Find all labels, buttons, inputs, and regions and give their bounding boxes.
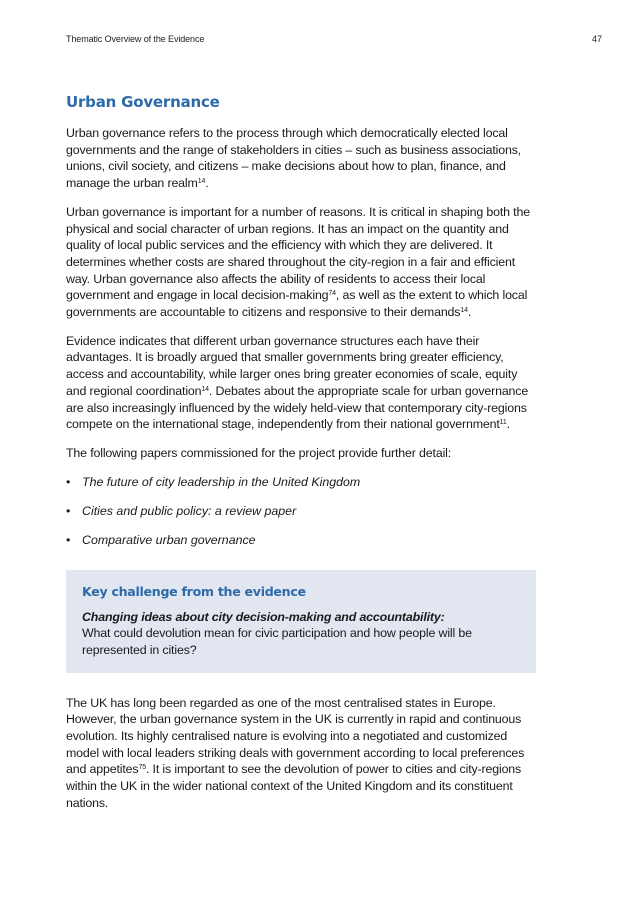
- paragraph-evidence: [66, 333, 536, 433]
- reference-marker: 14: [460, 307, 468, 315]
- list-item: [66, 474, 536, 490]
- reference-marker: 74: [328, 290, 336, 298]
- paragraph-text: . Debates about the appropriate scale for urban governance are also increasingly influenced by the widely held-view that contemporary city-regions compete on the international stage, independently from their national government: [66, 383, 529, 432]
- reference-marker: 11: [499, 419, 507, 427]
- paragraph-importance: [66, 204, 536, 321]
- paragraph-papers-intro: The following papers commissioned for the project provide further detail:: [66, 445, 452, 460]
- callout-title: Key challenge from the evidence: [82, 583, 306, 599]
- section-title: Urban Governance: [66, 93, 220, 111]
- reference-marker: 14: [197, 178, 206, 186]
- bullet-icon: •: [66, 503, 71, 518]
- list-item: [66, 503, 536, 519]
- paragraph-text: Urban governance refers to the process through which democratically elected local governments and the range of stakeholders in cities – such as business associations, unions, civil society, and citizens – make decisions about how to plan, finance, and manage the urban realm: [66, 126, 522, 191]
- paragraph-text: Evidence indicates that different urban governance structures each have their advantages. It is broadly argued that smaller governments bring greater efficiency, access and accountability, while larger ones bring greater economies of scale, equity and regional coordination: [66, 333, 518, 398]
- main-content: [66, 93, 536, 823]
- paragraph-text: , as well as the extent to which local governments are accountable to citizens and responsive to their demands: [66, 288, 528, 320]
- paragraph-text: The UK has long been regarded as one of the most centralised states in Europe. However, the urban governance system in the UK is currently in rapid and continuous evolution. Its highly centralised nature is evolving into a negotiated and customized model with local leaders striking deals with government according to local preferences and appetites: [66, 695, 525, 777]
- callout-text: What could devolution mean for civic participation and how people will be represented in cities?: [82, 626, 472, 657]
- page-number: 47: [591, 34, 602, 44]
- paper-title: Comparative urban governance: [82, 532, 256, 547]
- callout-subtitle: Changing ideas about city decision-making and accountability:: [82, 609, 445, 624]
- running-title: Thematic Overview of the Evidence: [66, 34, 205, 44]
- papers-list: [66, 474, 536, 548]
- bullet-icon: •: [66, 474, 71, 489]
- reference-marker: 14: [201, 385, 209, 393]
- paragraph-uk-context: [66, 695, 536, 812]
- paper-title: Cities and public policy: a review paper: [82, 503, 297, 518]
- bullet-icon: •: [66, 532, 71, 547]
- paragraph-end: .: [205, 176, 209, 191]
- paragraph-end: .: [467, 305, 472, 320]
- paper-title: The future of city leadership in the United Kingdom: [82, 474, 361, 489]
- key-challenge-callout: [66, 570, 536, 673]
- paragraph-definition: [66, 125, 536, 192]
- paragraph-text: . It is important to see the devolution of power to cities and city-regions within the UK in the wider national context of the United Kingdom and its constituent nations.: [66, 762, 522, 810]
- paragraph-text: Urban governance is important for a number of reasons. It is critical in shaping both the physical and social character of urban regions. It has an impact on the quantity and quality of local public services and the efficiency with which they are delivered. It determines whether costs are shared throughout the city-region in a fair and efficient way. Urban governance also affects the ability of residents to access their local government and engage in local decision-making: [66, 204, 530, 303]
- reference-marker: 75: [138, 764, 146, 772]
- paragraph-end: .: [506, 417, 510, 432]
- list-item: [66, 532, 536, 548]
